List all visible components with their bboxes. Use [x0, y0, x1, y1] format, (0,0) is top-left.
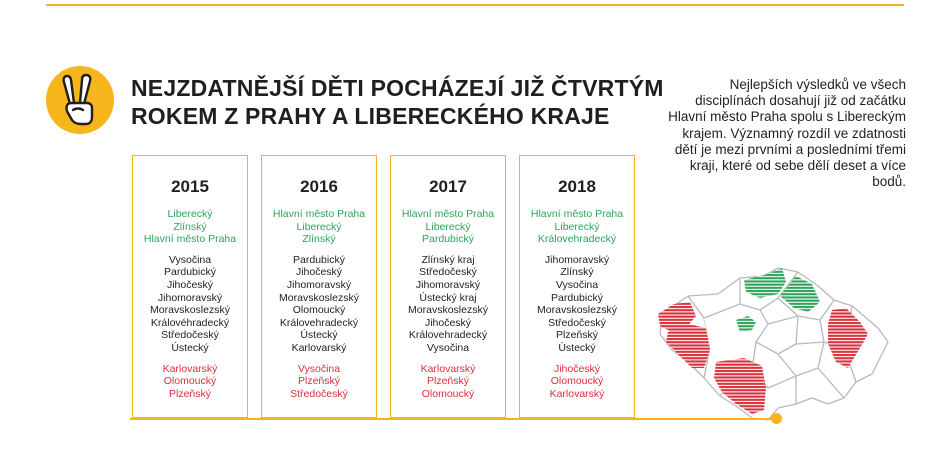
region-name: Vysočina [426, 341, 470, 354]
region-list-middle [133, 254, 247, 355]
region-name: Plzeňský [426, 375, 469, 388]
title-line-1: NEJZDATNĚJŠÍ DĚTI POCHÁZEJÍ JIŽ ČTVRTÝM [131, 75, 664, 101]
region-name: Královehradecký [537, 233, 617, 246]
victory-hand-icon [46, 66, 114, 134]
region-name: Hlavní město Praha [530, 208, 624, 220]
region-name: Pardubický [164, 266, 216, 279]
region-name: Hlavní město Praha [272, 208, 366, 220]
region-name: Ústecký [558, 341, 596, 354]
region-name: Olomoucký [550, 375, 604, 388]
region-name: Ústecký kraj [419, 291, 477, 304]
region-name: Středočeský [161, 329, 219, 342]
year-card [390, 155, 506, 418]
region-name: Plzeňský [297, 375, 340, 388]
region-name: Moravskoslezský [408, 304, 488, 317]
region-list-top [262, 208, 376, 246]
region-list-bottom [391, 363, 505, 401]
top-divider [46, 4, 904, 6]
region-jihocesky [714, 358, 766, 414]
region-name: Vysočina [297, 362, 341, 375]
page-title [131, 74, 691, 130]
region-list-middle [520, 254, 634, 355]
region-name: Pardubický [422, 233, 474, 246]
region-name: Olomoucký [292, 304, 346, 317]
region-name: Vysočina [168, 253, 212, 266]
region-name: Ústecký [300, 329, 338, 342]
region-name: Plzeňský [168, 387, 211, 400]
region-name: Moravskoslezský [279, 291, 359, 304]
region-name: Olomoucký [163, 375, 217, 388]
region-name: Olomoucký [421, 387, 475, 400]
year-card [261, 155, 377, 418]
year-card [519, 155, 635, 418]
region-name: Královehradecký [279, 316, 359, 329]
region-name: Karlovarský [162, 362, 218, 375]
region-name: Moravskoslezský [150, 304, 230, 317]
region-name: Středočeský [290, 387, 348, 400]
region-list-bottom [262, 363, 376, 401]
region-name: Jihočeský [553, 362, 601, 375]
region-name: Vysočina [555, 278, 599, 291]
region-name: Zlínský [560, 266, 594, 279]
czech-regions-map [648, 258, 894, 428]
year-card [132, 155, 248, 418]
year-label: 2017 [429, 177, 467, 196]
region-name: Zlínský kraj [421, 253, 475, 266]
region-name: Plzeňský [555, 329, 598, 342]
region-list-top [391, 208, 505, 246]
region-plzensky [666, 324, 710, 368]
side-note: Nejlepších výsledků ve všech disciplínách dosahují již od začátku Hlavní město Praha spolu s Libereckým krajem. Významný rozdíl ve zdatnosti dětí je mezi prvními a posledními třemi kraji, které od sebe dělí deset a více bodů. [668, 77, 906, 190]
region-name: Karlovarský [549, 387, 605, 400]
region-name: Královehradecký [408, 329, 488, 342]
region-list-bottom [520, 363, 634, 401]
region-name: Hlavní město Praha [143, 233, 237, 246]
region-list-middle [391, 254, 505, 355]
bottom-divider [130, 418, 777, 420]
year-label: 2018 [558, 177, 596, 196]
year-label: 2016 [300, 177, 338, 196]
region-name: Pardubický [551, 291, 603, 304]
region-name: Karlovarský [291, 341, 347, 354]
region-list-top [520, 208, 634, 246]
region-list-bottom [133, 363, 247, 401]
region-name: Liberecký [425, 220, 471, 233]
region-name: Moravskoslezský [537, 304, 617, 317]
region-name: Karlovarský [420, 362, 476, 375]
region-name: Zlínský [173, 220, 207, 233]
region-name: Středočeský [548, 316, 606, 329]
region-name: Jihomoravský [415, 278, 481, 291]
region-name: Jihomoravský [286, 278, 352, 291]
region-name: Jihočeský [166, 278, 214, 291]
region-name: Hlavní město Praha [401, 208, 495, 220]
region-name: Jihočeský [424, 316, 472, 329]
year-label: 2015 [171, 177, 209, 196]
region-list-middle [262, 254, 376, 355]
region-name: Liberecký [554, 220, 600, 233]
region-list-top [133, 208, 247, 246]
region-name: Jihočeský [295, 266, 343, 279]
region-name: Pardubický [293, 253, 345, 266]
region-name: Ústecký [171, 341, 209, 354]
accent-dot [771, 413, 782, 424]
region-name: Jihomoravský [157, 291, 223, 304]
region-name: Liberecký [167, 208, 213, 220]
title-line-2: ROKEM Z PRAHY A LIBERECKÉHO KRAJE [131, 103, 610, 129]
region-name: Královéhradecký [150, 316, 230, 329]
region-name: Středočeský [419, 266, 477, 279]
region-name: Zlínský [302, 233, 336, 246]
region-name: Liberecký [296, 220, 342, 233]
victory-hand-badge [46, 66, 114, 134]
region-name: Jihomoravský [544, 253, 610, 266]
